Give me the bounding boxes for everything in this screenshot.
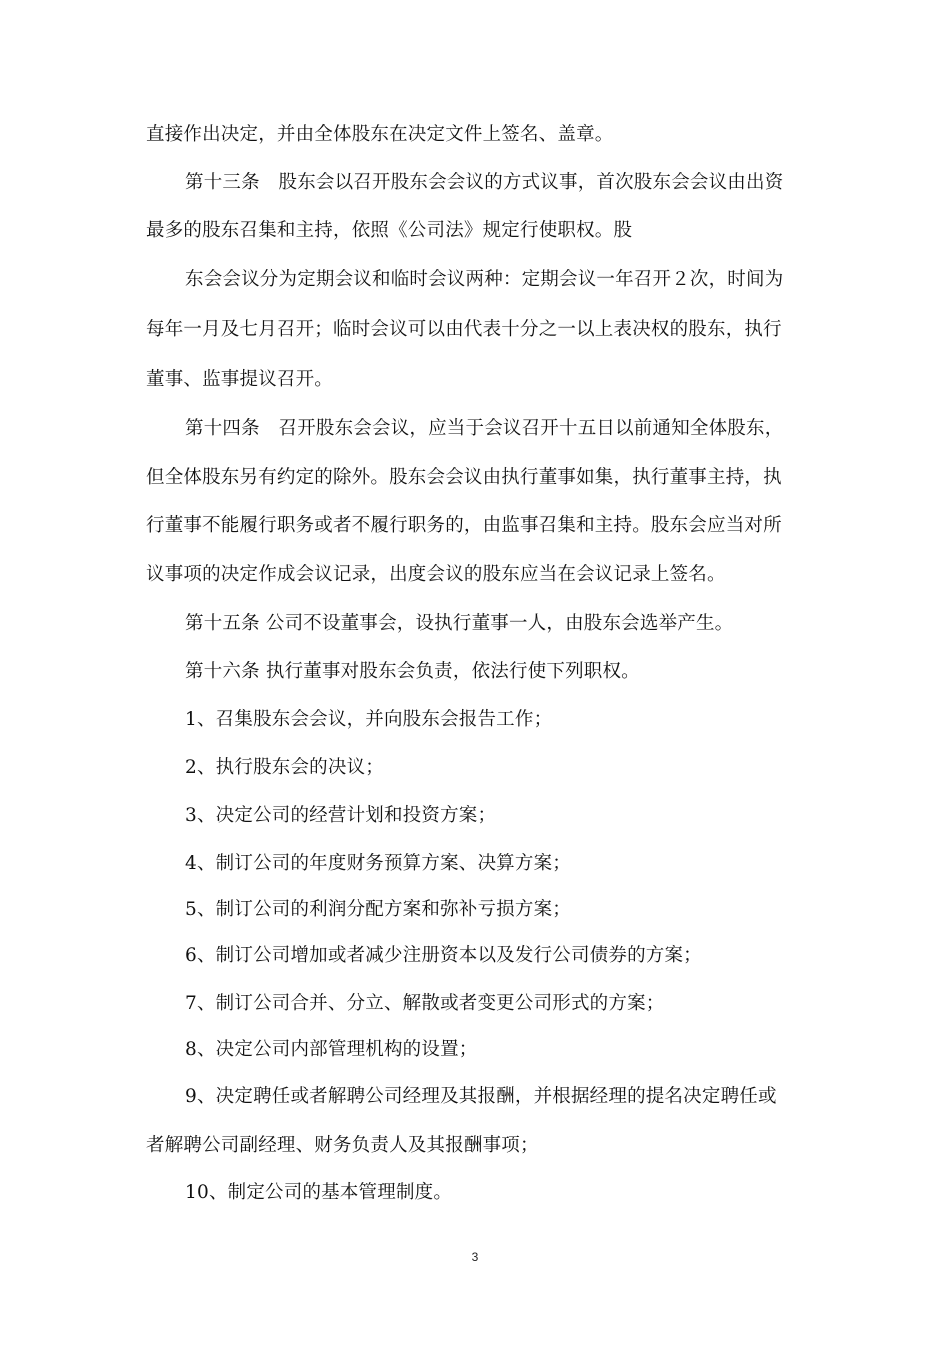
text-line: 2、执行股东会的决议； bbox=[185, 757, 384, 778]
text-line: 最多的股东召集和主持，依照《公司法》规定行使职权。股 bbox=[146, 220, 633, 241]
text-line: 8、决定公司内部管理机构的设置； bbox=[185, 1039, 478, 1060]
text-line: 者解聘公司副经理、财务负责人及其报酬事项； bbox=[146, 1135, 539, 1156]
text-line: 4、制订公司的年度财务预算方案、决算方案； bbox=[185, 853, 571, 874]
text-line: 议事项的决定作成会议记录，出度会议的股东应当在会议记录上签名。 bbox=[146, 564, 726, 585]
page-number: 3 bbox=[471, 1250, 479, 1264]
text-line: 但全体股东另有约定的除外。股东会会议由执行董事如集，执行董事主持，执 bbox=[146, 467, 782, 488]
text-line: 7、制订公司合并、分立、解散或者变更公司形式的方案； bbox=[185, 993, 665, 1014]
text-line: 10、制定公司的基本管理制度。 bbox=[185, 1182, 453, 1203]
text-line: 6、制订公司增加或者减少注册资本以及发行公司债券的方案； bbox=[185, 945, 702, 966]
text-line: 东会会议分为定期会议和临时会议两种：定期会议一年召开２次，时间为 bbox=[185, 269, 784, 290]
text-line: 1、召集股东会会议，并向股东会报告工作； bbox=[185, 709, 553, 730]
text-line: 5、制订公司的利润分配方案和弥补亏损方案； bbox=[185, 899, 571, 920]
text-line: 9、决定聘任或者解聘公司经理及其报酬，并根据经理的提名决定聘任或 bbox=[185, 1086, 777, 1107]
text-line: 第十三条 股东会以召开股东会会议的方式议事，首次股东会会议由出资 bbox=[185, 172, 784, 193]
text-line: 董事、监事提议召开。 bbox=[146, 369, 334, 390]
text-line: 第十四条 召开股东会会议，应当于会议召开十五日以前通知全体股东， bbox=[185, 418, 784, 439]
text-line: 直接作出决定，并由全体股东在决定文件上签名、盖章。 bbox=[146, 124, 614, 145]
text-line: 3、决定公司的经营计划和投资方案； bbox=[185, 805, 497, 826]
text-line: 第十六条 执行董事对股东会负责，依法行使下列职权。 bbox=[185, 661, 640, 682]
text-line: 行董事不能履行职务或者不履行职务的，由监事召集和主持。股东会应当对所 bbox=[146, 515, 782, 536]
text-line: 第十五条 公司不设董事会，设执行董事一人，由股东会选举产生。 bbox=[185, 613, 734, 634]
text-line: 每年一月及七月召开；临时会议可以由代表十分之一以上表决权的股东，执行 bbox=[146, 319, 782, 340]
